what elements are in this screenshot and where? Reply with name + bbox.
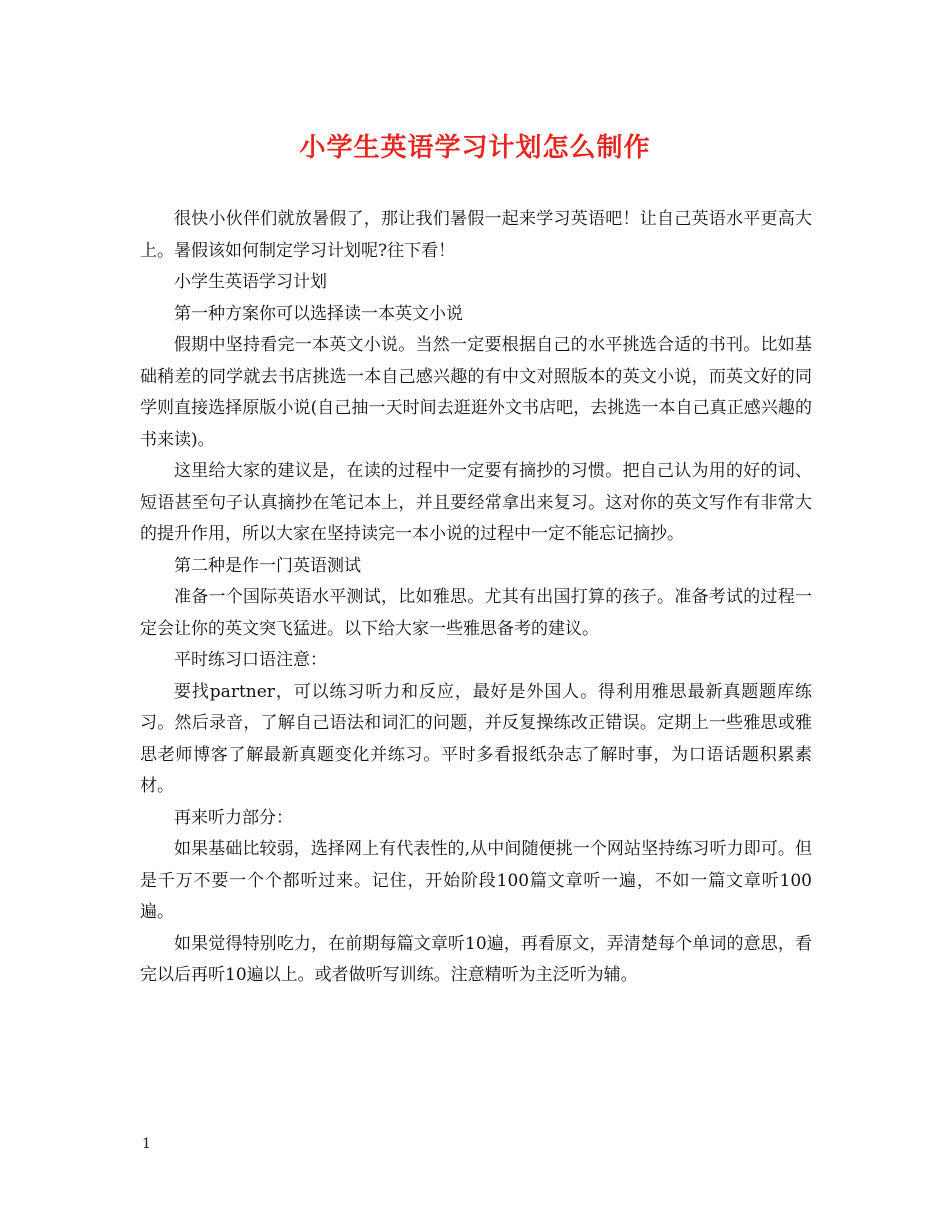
page-number: 1 bbox=[142, 1136, 151, 1152]
section-heading-listening: 再来听力部分： bbox=[174, 807, 293, 828]
section-heading-option-one: 第一种方案你可以选择读一本英文小说 bbox=[174, 303, 463, 324]
paragraph-intro: 很快小伙伴们就放暑假了，那让我们暑假一起来学习英语吧！让自己英语水平更高大上。暑假该如何制定学习计划呢?往下看！ bbox=[140, 209, 812, 261]
section-heading-plan: 小学生英语学习计划 bbox=[174, 272, 327, 292]
paragraph-novel-reading: 假期中坚持看完一本英文小说。当然一定要根据自己的水平挑选合适的书刊。比如基础稍差的同学就去书店挑选一本自己感兴趣的有中文对照版本的英文小说，而英文好的同学则直接选择原版小说(自己抽一天时间去逛逛外文书店吧，去挑选一本自己真正感兴趣的书来读)。 bbox=[140, 335, 812, 450]
paragraph-listening-difficult: 如果觉得特别吃力，在前期每篇文章听10遍，再看原文，弄清楚每个单词的意思，看完以后再听10遍以上。或者做听写训练。注意精听为主泛听为辅。 bbox=[140, 933, 812, 985]
paragraph-excerpt-advice: 这里给大家的建议是，在读的过程中一定要有摘抄的习惯。把自己认为用的好的词、短语甚至句子认真摘抄在笔记本上，并且要经常拿出来复习。这对你的英文写作有非常大的提升作用，所以大家在坚持读完一本小说的过程中一定不能忘记摘抄。 bbox=[140, 461, 812, 544]
section-heading-speaking: 平时练习口语注意： bbox=[174, 650, 327, 670]
document-body bbox=[140, 204, 812, 992]
paragraph-english-test: 准备一个国际英语水平测试，比如雅思。尤其有出国打算的孩子。准备考试的过程一定会让你的英文突飞猛进。以下给大家一些雅思备考的建议。 bbox=[140, 587, 812, 639]
document-title: 小学生英语学习计划怎么制作 bbox=[299, 133, 651, 163]
section-heading-option-two: 第二种是作一门英语测试 bbox=[174, 555, 361, 576]
paragraph-speaking-practice: 要找partner，可以练习听力和反应，最好是外国人。得利用雅思最新真题题库练习。然后录音，了解自己语法和词汇的问题，并反复操练改正错误。定期上一些雅思或雅思老师博客了解最新真题变化并练习。平时多看报纸杂志了解时事，为口语话题积累素材。 bbox=[140, 681, 812, 796]
paragraph-listening-basics: 如果基础比较弱，选择网上有代表性的,从中间随便挑一个网站坚持练习听力即可。但是千万不要一个个都听过来。记住，开始阶段100篇文章听一遍，不如一篇文章听100遍。 bbox=[140, 839, 812, 922]
